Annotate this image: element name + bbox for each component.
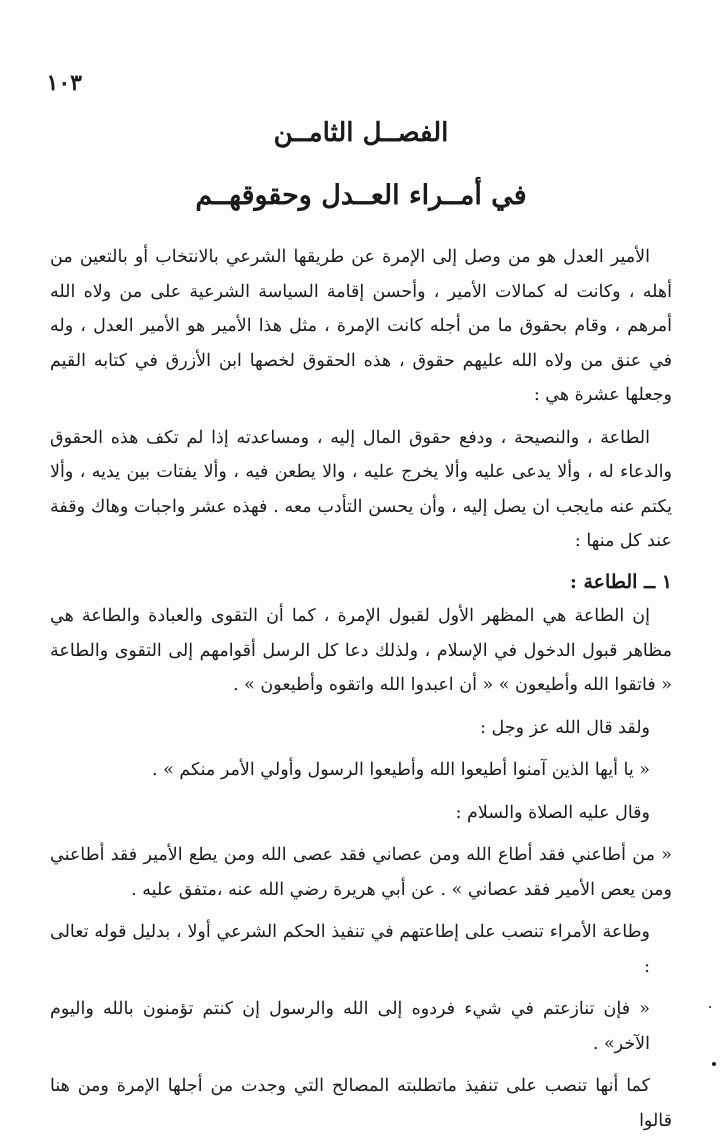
hadith-quote: « من أطاعني فقد أطاع الله ومن عصاني فقد عصى الله ومن يطع الأمير فقد أطاعني ومن يعص الأمير فقد عصاني » . عن أبي هريرة رضي الله عنه ،متفق عليه . (50, 845, 672, 900)
paragraph-prophet-said: وقال عليه الصلاة والسلام : (455, 802, 650, 823)
paragraph-allah-said: ولقد قال الله عز وجل : (480, 717, 650, 738)
page-number: ١٠٣ (46, 70, 82, 96)
paragraph-interests: كما أنها تنصب على تنفيذ ماتطلبته المصالح التي وجدت من أجلها الإمرة ومن هنا قالوا (50, 1076, 672, 1131)
paragraph-rights-list: الطاعة ، والنصيحة ، ودفع حقوق المال إليه ، ومساعدته إذا لم تكف هذه الحقوق والدعاء له ، وألا يدعى عليه وألا يخرج عليه ، والا يطعن فيه ، وألا يفتات بين يديه ، وألا يكتم عنه مايجب ان يصل إليه ، وأن يحسن التأدب معه . فهذه عشر واجبات وهاك وقفة عند كل منها : (50, 427, 672, 551)
paragraph-obedience-scope: وطاعة الأمراء تنصب على إطاعتهم في تنفيذ الحكم الشرعي أولا ، بدليل قوله تعالى : (50, 922, 650, 977)
paragraph-intro: الأمير العدل هو من وصل إلى الإمرة عن طريقها الشرعي بالانتخاب أو بالتعين من أهله ، وكانت له كمالات الأمير ، وأحسن إقامة السياسة الشرعية على من ولاه الله أمرهم ، وقام بحقوق ما من أجله كانت الإمرة ، مثل هذا الأمير هو الأمير العدل ، وله في عنق من ولاه الله عليهم حقوق ، هذه الحقوق لخصها ابن الأزرق في كتابه القيم وجعلها عشرة هي : (50, 247, 672, 405)
chapter-title: الفصــل الثامــن (273, 118, 449, 148)
scan-speck-mark (712, 1062, 716, 1066)
scan-speck-mark (709, 1006, 711, 1008)
chapter-subtitle: في أمــراء العــدل وحقوقهــم (195, 180, 527, 211)
paragraph-obedience: إن الطاعة هي المظهر الأول لقبول الإمرة ، كما أن التقوى والعبادة والطاعة هي مظاهر قبول الدخول في الإسلام ، ولذلك دعا كل الرسل أقوامهم إلى التقوى والطاعة « فاتقوا الله وأطيعون » « أن اعبدوا الله واتقوه وأطيعون » . (50, 606, 672, 695)
section-heading-obedience: ١ ــ الطاعة : (569, 570, 672, 593)
page-body (50, 240, 672, 1138)
quran-quote-obey: « يا أيها الذين آمنوا أطيعوا الله وأطيعوا الرسول وأولي الأمر منكم » . (151, 760, 650, 780)
quran-quote-dispute: « فإن تنازعتم في شيء فردوه إلى الله والرسول إن كنتم تؤمنون بالله واليوم الآخر» . (50, 999, 650, 1054)
